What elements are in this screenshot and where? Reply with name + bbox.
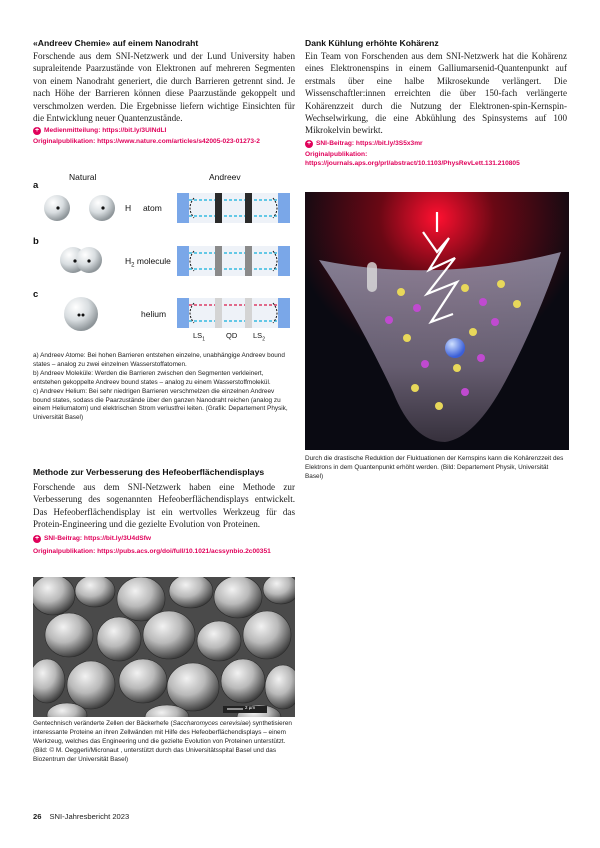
article-body: Forschende aus dem SNI-Netzwerk und der Lund University haben supraleitende Paarzustände von Elektronen auf mehreren Segmenten von einem Nanodraht generiert, die durch Barrieren getrennt sind. Je nach Höhe der Barrieren können diese Paarzustände gekoppelt und verschmolzen werden. Die Ergebnisse liefern wichtige Einsichten für die Entwicklung neuer Quantenzustände. xyxy=(33,51,295,124)
helium-sphere xyxy=(64,297,98,331)
quantum-dot-graphic xyxy=(305,192,569,450)
article-title: Methode zur Verbesserung des Hefeoberflächendisplays xyxy=(33,467,265,477)
plus-icon: + xyxy=(306,139,312,147)
caption-b: b) Andreev Moleküle: Werden die Barrieren zwischen den Segmenten verkleinert, entstehen gekoppelte Andreev bound states – analog zu einem Wasserstoffmolekül. xyxy=(33,369,271,386)
andreev-panel-a xyxy=(177,193,290,223)
article-body: Forschende aus dem SNI-Netzwerk haben eine Methode zur Verbesserung des sogenannten Hefeoberflächendisplays entwickelt. Das Hefeoberflächendisplay ist ein wertvolles Werkzeug für das Protein-Engineering und die gezielte Evolution von Proteinen. xyxy=(33,482,295,530)
yeast-caption: Gentechnisch veränderte Zellen der Bäckerhefe (Saccharomyces cerevisiae) synthetisieren interessante Proteine an ihren Zellwänden mit Hilfe des Hefeoberflächendisplays – einem Werkzeug, welches das Engineering und die gezielte Evolution von Proteinen unterstützt. (Bild: © M. Oeggerli/Micronaut , unterstützt durch das Universitätsspital Basel und das Biozentrum der Universität Basel) xyxy=(33,720,292,763)
article-yeast xyxy=(33,467,295,556)
quantum-dot-image xyxy=(305,192,569,450)
original-publication-link[interactable]: Originalpublikation: https://pubs.acs.org/doi/full/10.1021/acssynbio.2c00351 xyxy=(33,547,271,555)
caption-a: a) Andreev Atome: Bei hohen Barrieren entstehen einzelne, unabhängige Andreev bound states – analog zu zwei einzelnen Wasserstoffatomen. xyxy=(33,352,285,368)
coherence-caption: Durch die drastische Reduktion der Fluktuationen der Kernspins kann die Kohärenzzeit des Elektrons in dem Quantenpunkt erhöht werden. (Bild: Departement Physik, Universität Basel) xyxy=(305,455,564,480)
andreev-diagram xyxy=(33,168,295,346)
article-coherence xyxy=(305,38,567,168)
media-link-text[interactable]: Medienmitteilung: https://bit.ly/3UlNdLI xyxy=(44,127,167,135)
sni-link[interactable] xyxy=(305,139,567,149)
yeast-cells-graphic xyxy=(33,577,295,717)
row-label-c: c xyxy=(33,289,39,300)
page-number: 26 xyxy=(33,812,42,821)
plus-icon: + xyxy=(34,127,40,135)
caption-c: c) Andreev Helium: Bei sehr niedrigen Barrieren verschmelzen die einzelnen Andreev bound states, sodass die Paarzustände über den ganzen Nanodraht reichen (analog zu einem Heliumatom) und elektrischen Strom verlustfrei leiten. (Grafik: Departement Physik, Universität Basel) xyxy=(33,387,288,422)
scale-bar-label: 2 µm xyxy=(245,705,256,710)
yeast-sem-image xyxy=(33,577,295,717)
andreev-panel-b xyxy=(177,246,290,276)
ls2-label: $LS_2$ xyxy=(253,331,265,343)
media-link[interactable] xyxy=(33,126,295,136)
helium-label: helium xyxy=(141,309,167,319)
qd-label: QD xyxy=(226,331,238,340)
andreev-caption xyxy=(33,352,291,423)
h-atom-spheres xyxy=(44,195,115,221)
page-footer xyxy=(33,812,129,821)
article-title: Dank Kühlung erhöhte Kohärenz xyxy=(305,38,439,48)
sni-link-text[interactable]: SNI-Beitrag: https://bit.ly/3U4dSfw xyxy=(44,534,151,542)
ls1-label: $LS_1$ xyxy=(193,331,205,343)
h2-molecule-label: $H_2$ molecule xyxy=(125,256,171,269)
column-label-natural: Natural xyxy=(69,172,97,182)
report-title: SNI-Jahresbericht 2023 xyxy=(49,812,130,821)
plus-icon: + xyxy=(34,534,40,542)
article-andreev xyxy=(33,38,295,146)
h2-molecule-spheres xyxy=(60,247,102,273)
original-publication-link[interactable]: Originalpublikation: https://www.nature.com/articles/s42005-023-01273-2 xyxy=(33,138,260,146)
row-label-b: b xyxy=(33,236,39,247)
column-label-andreev: Andreev xyxy=(209,172,241,182)
article-title: «Andreev Chemie» auf einem Nanodraht xyxy=(33,38,199,48)
row-label-a: a xyxy=(33,180,39,191)
andreev-panel-c xyxy=(177,298,290,328)
h-atom-label: H atom xyxy=(125,203,162,213)
article-body: Ein Team von Forschenden aus dem SNI-Netzwerk hat die Kohärenz eines Elektronenspins in einem Galliumarsenid-Quantenpunkt auf erstmals über eine halbe Mikrosekunde verlängert. Die Wissenschaftler:innen erreichten die über 150-fach verlängerte Kohärenzzeit durch die Nutzung der Elektronen-spin-Kernspin-Wechselwirkung, die eine Abkühlung des Spinsystems auf 100 Mikrokelvin bewirkt. xyxy=(305,51,567,136)
sni-link-text[interactable]: SNI-Beitrag: https://bit.ly/3S5x3mr xyxy=(316,139,423,147)
original-publication-link[interactable]: Originalpublikation: https://journals.aps.org/prl/abstract/10.1103/PhysRevLett.131.210805 xyxy=(305,150,520,167)
sni-link[interactable] xyxy=(33,534,295,544)
